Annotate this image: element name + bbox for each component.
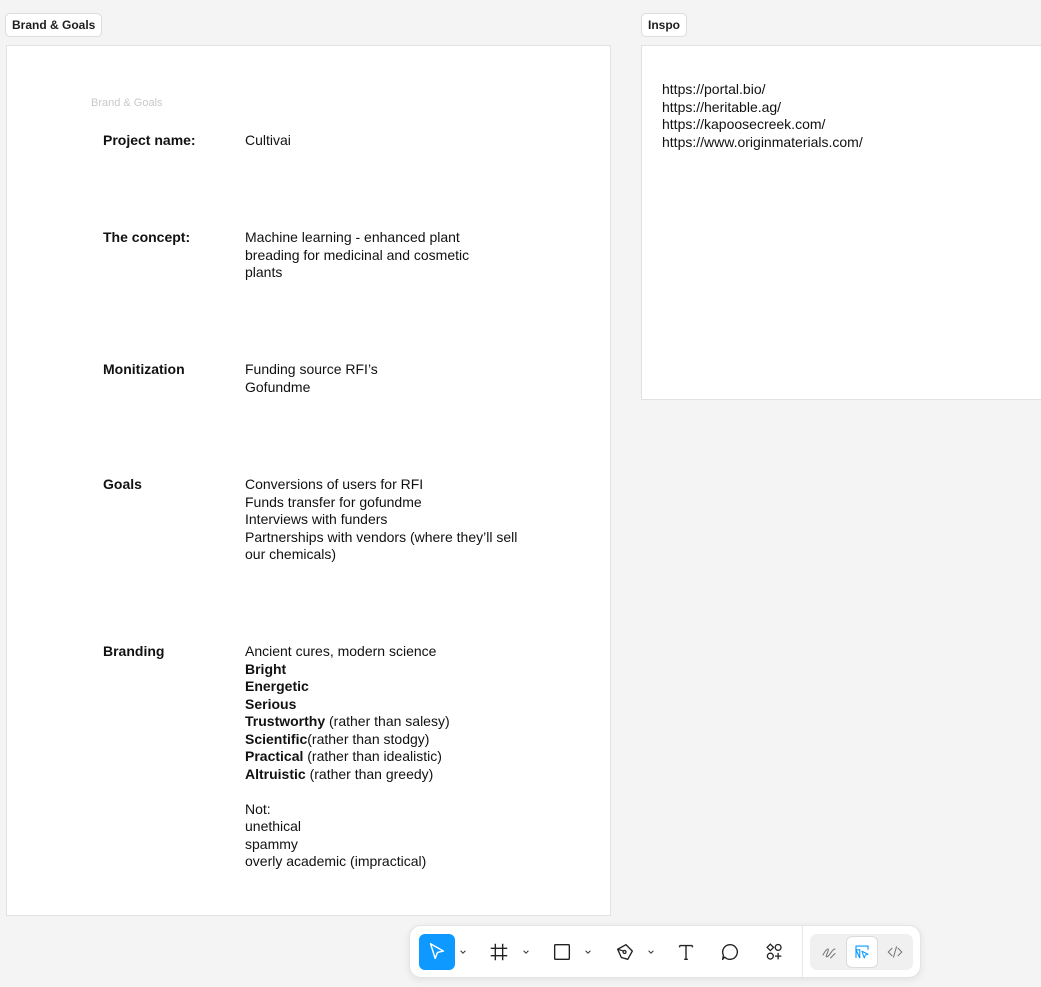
goal-item: Conversions of users for RFI — [245, 476, 424, 492]
inspo-link[interactable]: https://www.originmaterials.com/ — [662, 133, 863, 150]
move-tool-button[interactable] — [419, 934, 455, 970]
monitization-value — [245, 361, 535, 396]
concept-label: The concept: — [103, 229, 191, 245]
trait-keyword: Bright — [245, 660, 287, 677]
trait-note: (rather than salesy) — [325, 713, 450, 729]
pen-tool-dropdown[interactable] — [646, 946, 656, 958]
actions-icon — [763, 941, 785, 963]
frame-label-brand-goals[interactable]: Brand & Goals — [5, 13, 102, 37]
concept-text: Machine learning - enhanced plant breading for medicinal and cosmetic plants — [245, 229, 470, 280]
dev-mode-icon — [886, 943, 904, 961]
goals-value — [245, 476, 520, 564]
branding-label: Branding — [103, 643, 165, 659]
goal-item: Funds transfer for gofundme — [245, 493, 422, 510]
mode-switcher — [810, 934, 913, 970]
frame-tool-button[interactable] — [481, 934, 517, 970]
inspo-link[interactable]: https://portal.bio/ — [662, 81, 766, 97]
design-mode-icon — [853, 943, 871, 961]
branding-trait — [245, 661, 535, 679]
comment-icon — [719, 941, 741, 963]
draw-mode-button[interactable] — [813, 936, 845, 968]
inspo-frame[interactable] — [641, 45, 1041, 400]
rectangle-tool-button[interactable] — [544, 934, 580, 970]
move-tool-dropdown[interactable] — [458, 946, 468, 958]
trait-keyword: Trustworthy — [245, 713, 326, 729]
branding-trait — [245, 678, 535, 696]
draw-mode-icon — [820, 943, 838, 961]
actions-tool-button[interactable] — [756, 934, 792, 970]
rectangle-icon — [551, 941, 573, 963]
trait-note: (rather than greedy) — [305, 765, 434, 782]
chevron-down-icon — [647, 948, 655, 956]
brand-goals-frame[interactable] — [6, 45, 611, 916]
rectangle-tool-dropdown[interactable] — [583, 946, 593, 958]
frame-icon — [488, 941, 510, 963]
trait-keyword: Energetic — [245, 678, 309, 694]
not-item: overly academic (impractical) — [245, 853, 427, 869]
not-item: spammy — [245, 835, 298, 852]
project-name-text: Cultivai — [245, 132, 291, 148]
goals-label: Goals — [103, 476, 142, 492]
goal-item: Interviews with funders — [245, 511, 388, 527]
project-name-value — [245, 132, 535, 150]
trait-keyword: Altruistic — [245, 765, 306, 782]
inspo-link[interactable]: https://kapoosecreek.com/ — [662, 116, 826, 132]
frame-inner-title: Brand & Goals — [91, 97, 163, 109]
toolbar-divider — [802, 926, 803, 979]
inspo-link[interactable]: https://heritable.ag/ — [662, 98, 782, 115]
spacer — [245, 783, 535, 801]
pen-icon — [614, 941, 636, 963]
monitization-line: Funding source RFI’s — [245, 361, 378, 377]
text-tool-button[interactable] — [668, 934, 704, 970]
not-item: unethical — [245, 818, 302, 834]
frame-label-inspo[interactable]: Inspo — [641, 13, 687, 37]
trait-keyword: Scientific — [245, 730, 308, 747]
dev-mode-button[interactable] — [879, 936, 911, 968]
frame-tool-dropdown[interactable] — [521, 946, 531, 958]
goal-item: Partnerships with vendors (where they’ll sell our chemicals) — [245, 528, 518, 562]
branding-trait — [245, 696, 535, 714]
branding-intro: Ancient cures, modern science — [245, 643, 437, 659]
chevron-down-icon — [459, 948, 467, 956]
pen-tool-button[interactable] — [607, 934, 643, 970]
project-name-label: Project name: — [103, 132, 196, 148]
chevron-down-icon — [584, 948, 592, 956]
trait-note: (rather than stodgy) — [307, 730, 430, 747]
trait-keyword: Serious — [245, 695, 297, 712]
branding-trait — [245, 713, 535, 731]
design-mode-button[interactable] — [846, 936, 878, 968]
text-icon — [675, 941, 697, 963]
monitization-label: Monitization — [103, 361, 185, 377]
branding-trait — [245, 766, 535, 784]
comment-tool-button[interactable] — [712, 934, 748, 970]
inspo-link-list — [662, 81, 863, 151]
branding-value — [245, 643, 535, 871]
branding-trait — [245, 748, 535, 766]
not-heading: Not: — [245, 800, 271, 817]
bottom-toolbar — [409, 925, 921, 978]
monitization-line: Gofundme — [245, 378, 311, 395]
branding-trait — [245, 731, 535, 749]
move-icon — [426, 941, 448, 963]
concept-value — [245, 229, 495, 282]
chevron-down-icon — [522, 948, 530, 956]
trait-note: (rather than idealistic) — [303, 748, 442, 764]
trait-keyword: Practical — [245, 748, 304, 764]
